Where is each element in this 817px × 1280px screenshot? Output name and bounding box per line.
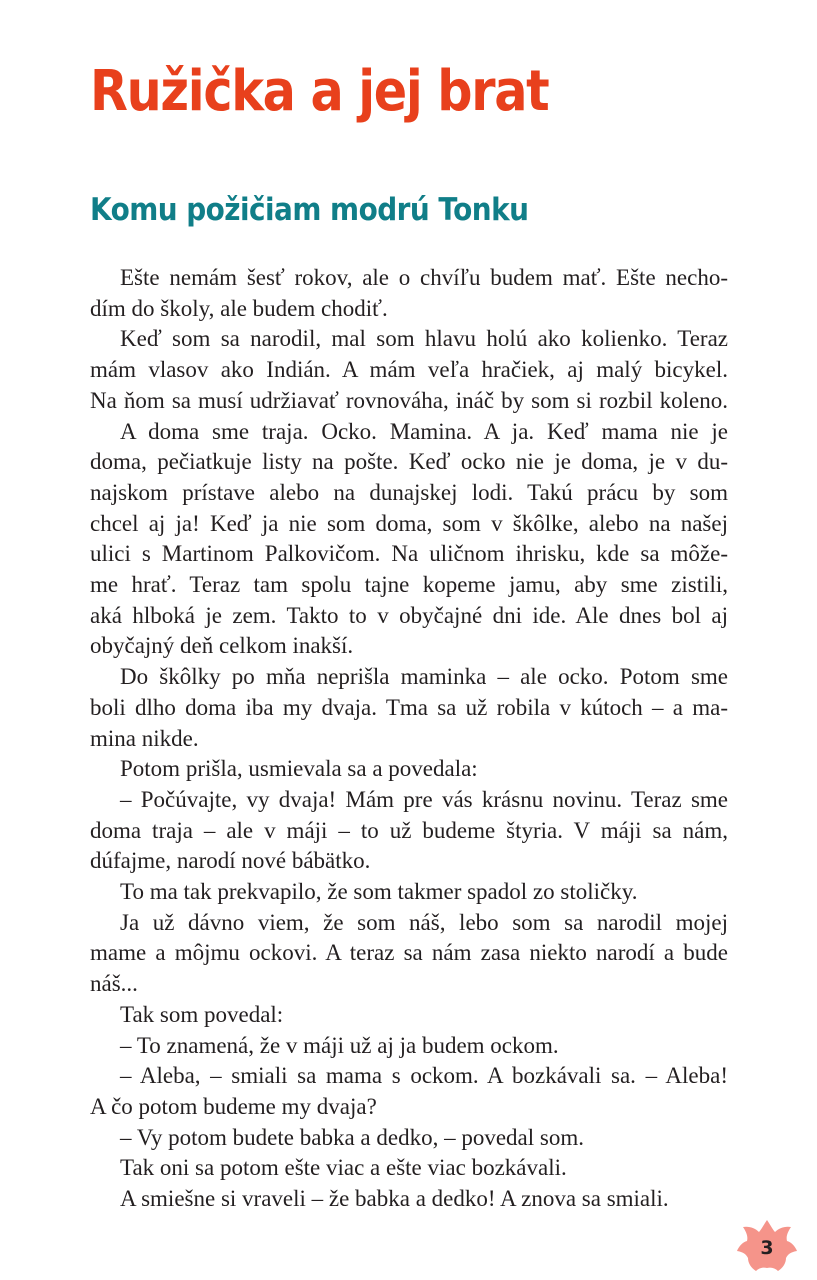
text-line: Ja už dávno viem, že som náš, lebo som sa narodil mojej — [120, 909, 728, 935]
text-line: Do škôlky po mňa neprišla maminka – ale ocko. Potom sme — [120, 664, 728, 690]
text-line: – Vy potom budete babka a dedko, – povedal som. — [120, 1124, 584, 1150]
text-line: mame a môjmu ockovi. A teraz sa nám zasa niekto narodí a bude — [90, 940, 728, 966]
text-line: mina nikde. — [90, 725, 199, 751]
text-line: boli dlho doma iba my dvaja. Tma sa už robila v kútoch – a ma- — [90, 694, 728, 720]
text-line: – Počúvajte, vy dvaja! Mám pre vás krásnu novinu. Teraz sme — [120, 786, 728, 812]
text-line: dím do školy, ale budem chodiť. — [90, 295, 388, 321]
text-line: A čo potom budeme my dvaja? — [90, 1093, 377, 1119]
text-line: A doma sme traja. Ocko. Mamina. A ja. Keď mama nie je — [120, 418, 728, 444]
text-line: doma, pečiatkuje listy na pošte. Keď ocko nie je doma, je v du- — [90, 449, 728, 475]
text-line: – Aleba, – smiali sa mama s ockom. A bozkávali sa. – Aleba! — [120, 1063, 728, 1089]
text-line: Potom prišla, usmievala sa a povedala: — [120, 756, 478, 782]
text-line: najskom prístave alebo na dunajskej lodi. Takú prácu by som — [90, 479, 728, 505]
text-line: me hrať. Teraz tam spolu tajne kopeme jamu, aby sme zistili, — [90, 572, 728, 598]
page-number-badge — [735, 1216, 799, 1276]
text-line: ulici s Martinom Palkovičom. Na uličnom ihrisku, kde sa môže- — [90, 541, 728, 567]
text-line: obyčajný deň celkom inakší. — [90, 633, 354, 659]
text-line: aká hlboká je zem. Takto to v obyčajné dni ide. Ale dnes bol aj — [90, 602, 728, 628]
text-line: mám vlasov ako Indián. A mám veľa hračiek, aj malý bicykel. — [90, 357, 728, 383]
text-line: Tak som povedal: — [120, 1001, 284, 1027]
chapter-title: Ružička a jej brat — [90, 59, 549, 124]
page-number: 3 — [760, 1237, 774, 1259]
text-line: chcel aj ja! Keď ja nie som doma, som v škôlke, alebo na našej — [90, 510, 728, 536]
body-text — [90, 263, 728, 1215]
section-subtitle: Komu požičiam modrú Tonku — [90, 192, 529, 228]
text-line: A smiešne si vraveli – že babka a dedko! A znova sa smiali. — [120, 1186, 669, 1212]
text-line: Na ňom sa musí udržiavať rovnováha, ináč by som si rozbil koleno. — [90, 387, 728, 413]
text-line: To ma tak prekvapilo, že som takmer spadol zo stoličky. — [120, 879, 638, 905]
text-line: Keď som sa narodil, mal som hlavu holú ako kolienko. Teraz — [120, 326, 728, 352]
text-line: doma traja – ale v máji – to už budeme štyria. V máji sa nám, — [90, 817, 728, 843]
text-line: – To znamená, že v máji už aj ja budem ockom. — [120, 1032, 559, 1058]
text-line: Ešte nemám šesť rokov, ale o chvíľu budem mať. Ešte necho- — [120, 265, 728, 290]
text-line: Tak oni sa potom ešte viac a ešte viac bozkávali. — [120, 1155, 567, 1181]
text-line: náš... — [90, 971, 138, 997]
text-line: dúfajme, narodí nové bábätko. — [90, 848, 371, 874]
